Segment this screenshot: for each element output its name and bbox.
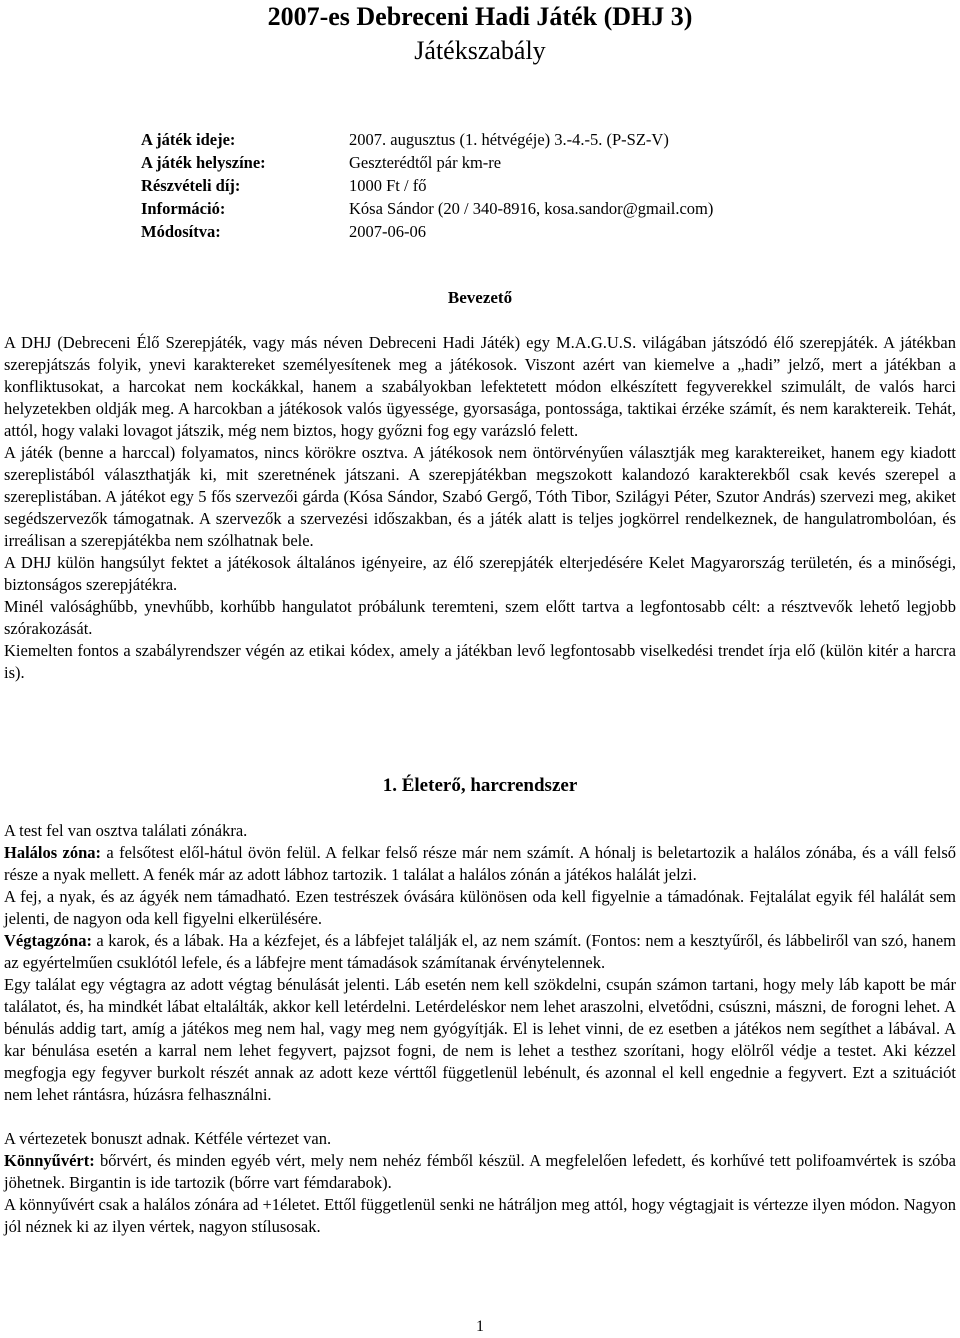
intro-paragraph: A játék (benne a harccal) folyamatos, nincs körökre osztva. A játékosok nem öntörvényűen választják meg karaktereiket, hanem egy kiadott szereplistából választhatják ki, mit szeretnének játszani. A szerepjátékban megszokott kalandozó karakterekből csak kevés szerepel a szereplistában. A játékot egy 5 fős szervezői gárda (Kósa Sándor, Szabó Gergő, Tóth Tibor, Szilágyi Péter, Szutor András) szervezi meg, akiket segédszervezők támogatnak. A szervezők a szervezési időszakban, és a játék alatt is teljes jogkörrel rendelkeznek, de hangulatrombolóan, és irreálisan a szerepjátékba nem szólhatnak bele.: [4, 443, 956, 550]
info-row-contact: [141, 197, 713, 220]
info-table: [141, 128, 713, 243]
info-value: 2007. augusztus (1. hétvégéje) 3.-4.-5. (P-SZ-V): [349, 130, 669, 149]
section1-paragraph: A fej, a nyak, és az ágyék nem támadható. Ezen testrészek óvására különösen oda kell figyelnie a támadónak. Fejtalálat egyik fél halálát sem jelenti, de nagyon oda kell figyelni elkerülésére.: [4, 887, 956, 928]
section1-paragraph: [4, 930, 956, 974]
info-value: Kósa Sándor (20 / 340-8916, kosa.sandor@gmail.com): [349, 199, 714, 218]
lethal-zone-text: a felsőtest elől-hátul övön felül. A felkar felső része már nem számít. A hónalj is beletartozik a halálos zónába, és a váll felső része a nyak mellett. A fenék már az adott lábhoz tartozik. 1 találat a halálos zónán a játékos halálát jelzi.: [4, 843, 956, 884]
section1-body: [4, 820, 956, 1238]
lethal-zone-term: Halálos zóna:: [4, 843, 102, 862]
limb-zone-term: Végtagzóna:: [4, 931, 92, 950]
section1-heading: 1. Életerő, harcrendszer: [382, 775, 578, 796]
intro-heading: Bevezető: [447, 288, 513, 307]
intro-body: [4, 332, 956, 684]
info-label: A játék helyszíne:: [141, 153, 266, 172]
document-title: 2007-es Debreceni Hadi Játék (DHJ 3): [267, 2, 693, 31]
section1-paragraph: A vértezetek bonuszt adnak. Kétféle vértezet van.: [4, 1129, 332, 1148]
light-armor-term: Könnyűvért:: [4, 1151, 95, 1170]
info-label: Módosítva:: [141, 222, 221, 241]
info-row-date: [141, 128, 713, 151]
document-subtitle: Játékszabály: [414, 36, 546, 65]
info-row-fee: [141, 174, 713, 197]
info-label: Részvételi díj:: [141, 176, 241, 195]
info-value: 1000 Ft / fő: [349, 176, 427, 195]
section1-paragraph: A test fel van osztva találati zónákra.: [4, 821, 248, 840]
section1-paragraph: [4, 1150, 956, 1194]
info-row-location: [141, 151, 713, 174]
section1-paragraph: Egy találat egy végtagra az adott végtag bénulását jelenti. Láb esetén nem kell szökdelni, csupán számon tartani, hogy mely láb kapott be már találatot, és, ha mindkét lábat eltalálták, akkor kell letérdelni. Letérdeléskor nem lehet araszolni, elvetődni, csúszni, mászni, de forogni lehet. A bénulás addig tart, amíg a játékos meg nem hal, vagy meg nem gyógyítják. El is lehet vinni, de ez esetben a játékos nem segíthet a lábával. A kar bénulása esetén a karral nem lehet fegyvert, pajzsot fogni, de nem is lehet a testhez szorítani, hogy elölről védje a testet. Aki kézzel megfogja egy fegyver burkolt részét annak az adott keze vérttől függetlenül lebénult, és azonnal el kell engednie a fegyvert. Ezt a szituációt nem lehet rántásra, húzásra felhasználni.: [4, 975, 956, 1104]
page-number: 1: [476, 1318, 484, 1335]
section1-paragraph: A könnyűvért csak a halálos zónára ad +1életet. Ettől függetlenül senki ne hátráljon meg attól, hogy végtagjait is vértezze ilyen módon. Nagyon jól néznek ki az ilyen vértek, nagyon stílusosak.: [4, 1195, 956, 1236]
info-label: A játék ideje:: [141, 130, 236, 149]
section1-paragraph: [4, 842, 956, 886]
info-value: Geszterédtől pár km-re: [349, 153, 502, 172]
intro-paragraph: A DHJ külön hangsúlyt fektet a játékosok általános igényeire, az élő szerepjáték elterjedésére Kelet Magyarország területén, és a minőségi, biztonságos szerepjátékra.: [4, 553, 956, 594]
info-row-modified: [141, 220, 713, 243]
info-value: 2007-06-06: [349, 222, 426, 241]
intro-paragraph: A DHJ (Debreceni Élő Szerepjáték, vagy más néven Debreceni Hadi Játék) egy M.A.G.U.S. világában játszódó élő szerepjáték. A játékban szerepjátszás folyik, ynevi karaktereket személyesítenek meg a játékosok. Viszont azért van kiemelve a „hadi” jelző, mert a játékban a konfliktusokat, a harcokat nem kockákkal, hanem a szabályokban lefektetett módon elkészített fegyverekkel szimulált, de valós harci helyzetekben oldják meg. A harcokban a játékosok valós ügyessége, gyorsasága, pontossága, taktikai érzéke számít, és nem karaktereik. Tehát, attól, hogy valaki lovagot játszik, még nem biztos, hogy győzni fog egy varázsló felett.: [4, 333, 956, 440]
limb-zone-text: a karok, és a lábak. Ha a kézfejet, és a lábfejet találják el, az nem számít. (Fontos: nem a kesztyűről, és lábbeliről van szó, hanem az egyértelműen csuklótól lefele, és a lábfejre ment támadások számítanak érvénytelennek.: [4, 931, 956, 972]
intro-paragraph: Kiemelten fontos a szabályrendszer végén az etikai kódex, amely a játékban levő legfontosabb viselkedési trendet írja elő (külön kitér a harcra is).: [4, 641, 956, 682]
info-label: Információ:: [141, 199, 226, 218]
intro-paragraph: Minél valósághűbb, ynevhűbb, korhűbb hangulatot próbálunk teremteni, szem előtt tartva a legfontosabb célt: a résztvevők lehető legjobb szórakozását.: [4, 597, 956, 638]
light-armor-text: bőrvért, és minden egyéb vért, mely nem nehéz fémből készül. A megfelelően lefedett, és korhűvé tett polifoamvértek is szóba jöhetnek. Birgantin is ide tartozik (bőrre vart fémdarabok).: [4, 1151, 956, 1192]
